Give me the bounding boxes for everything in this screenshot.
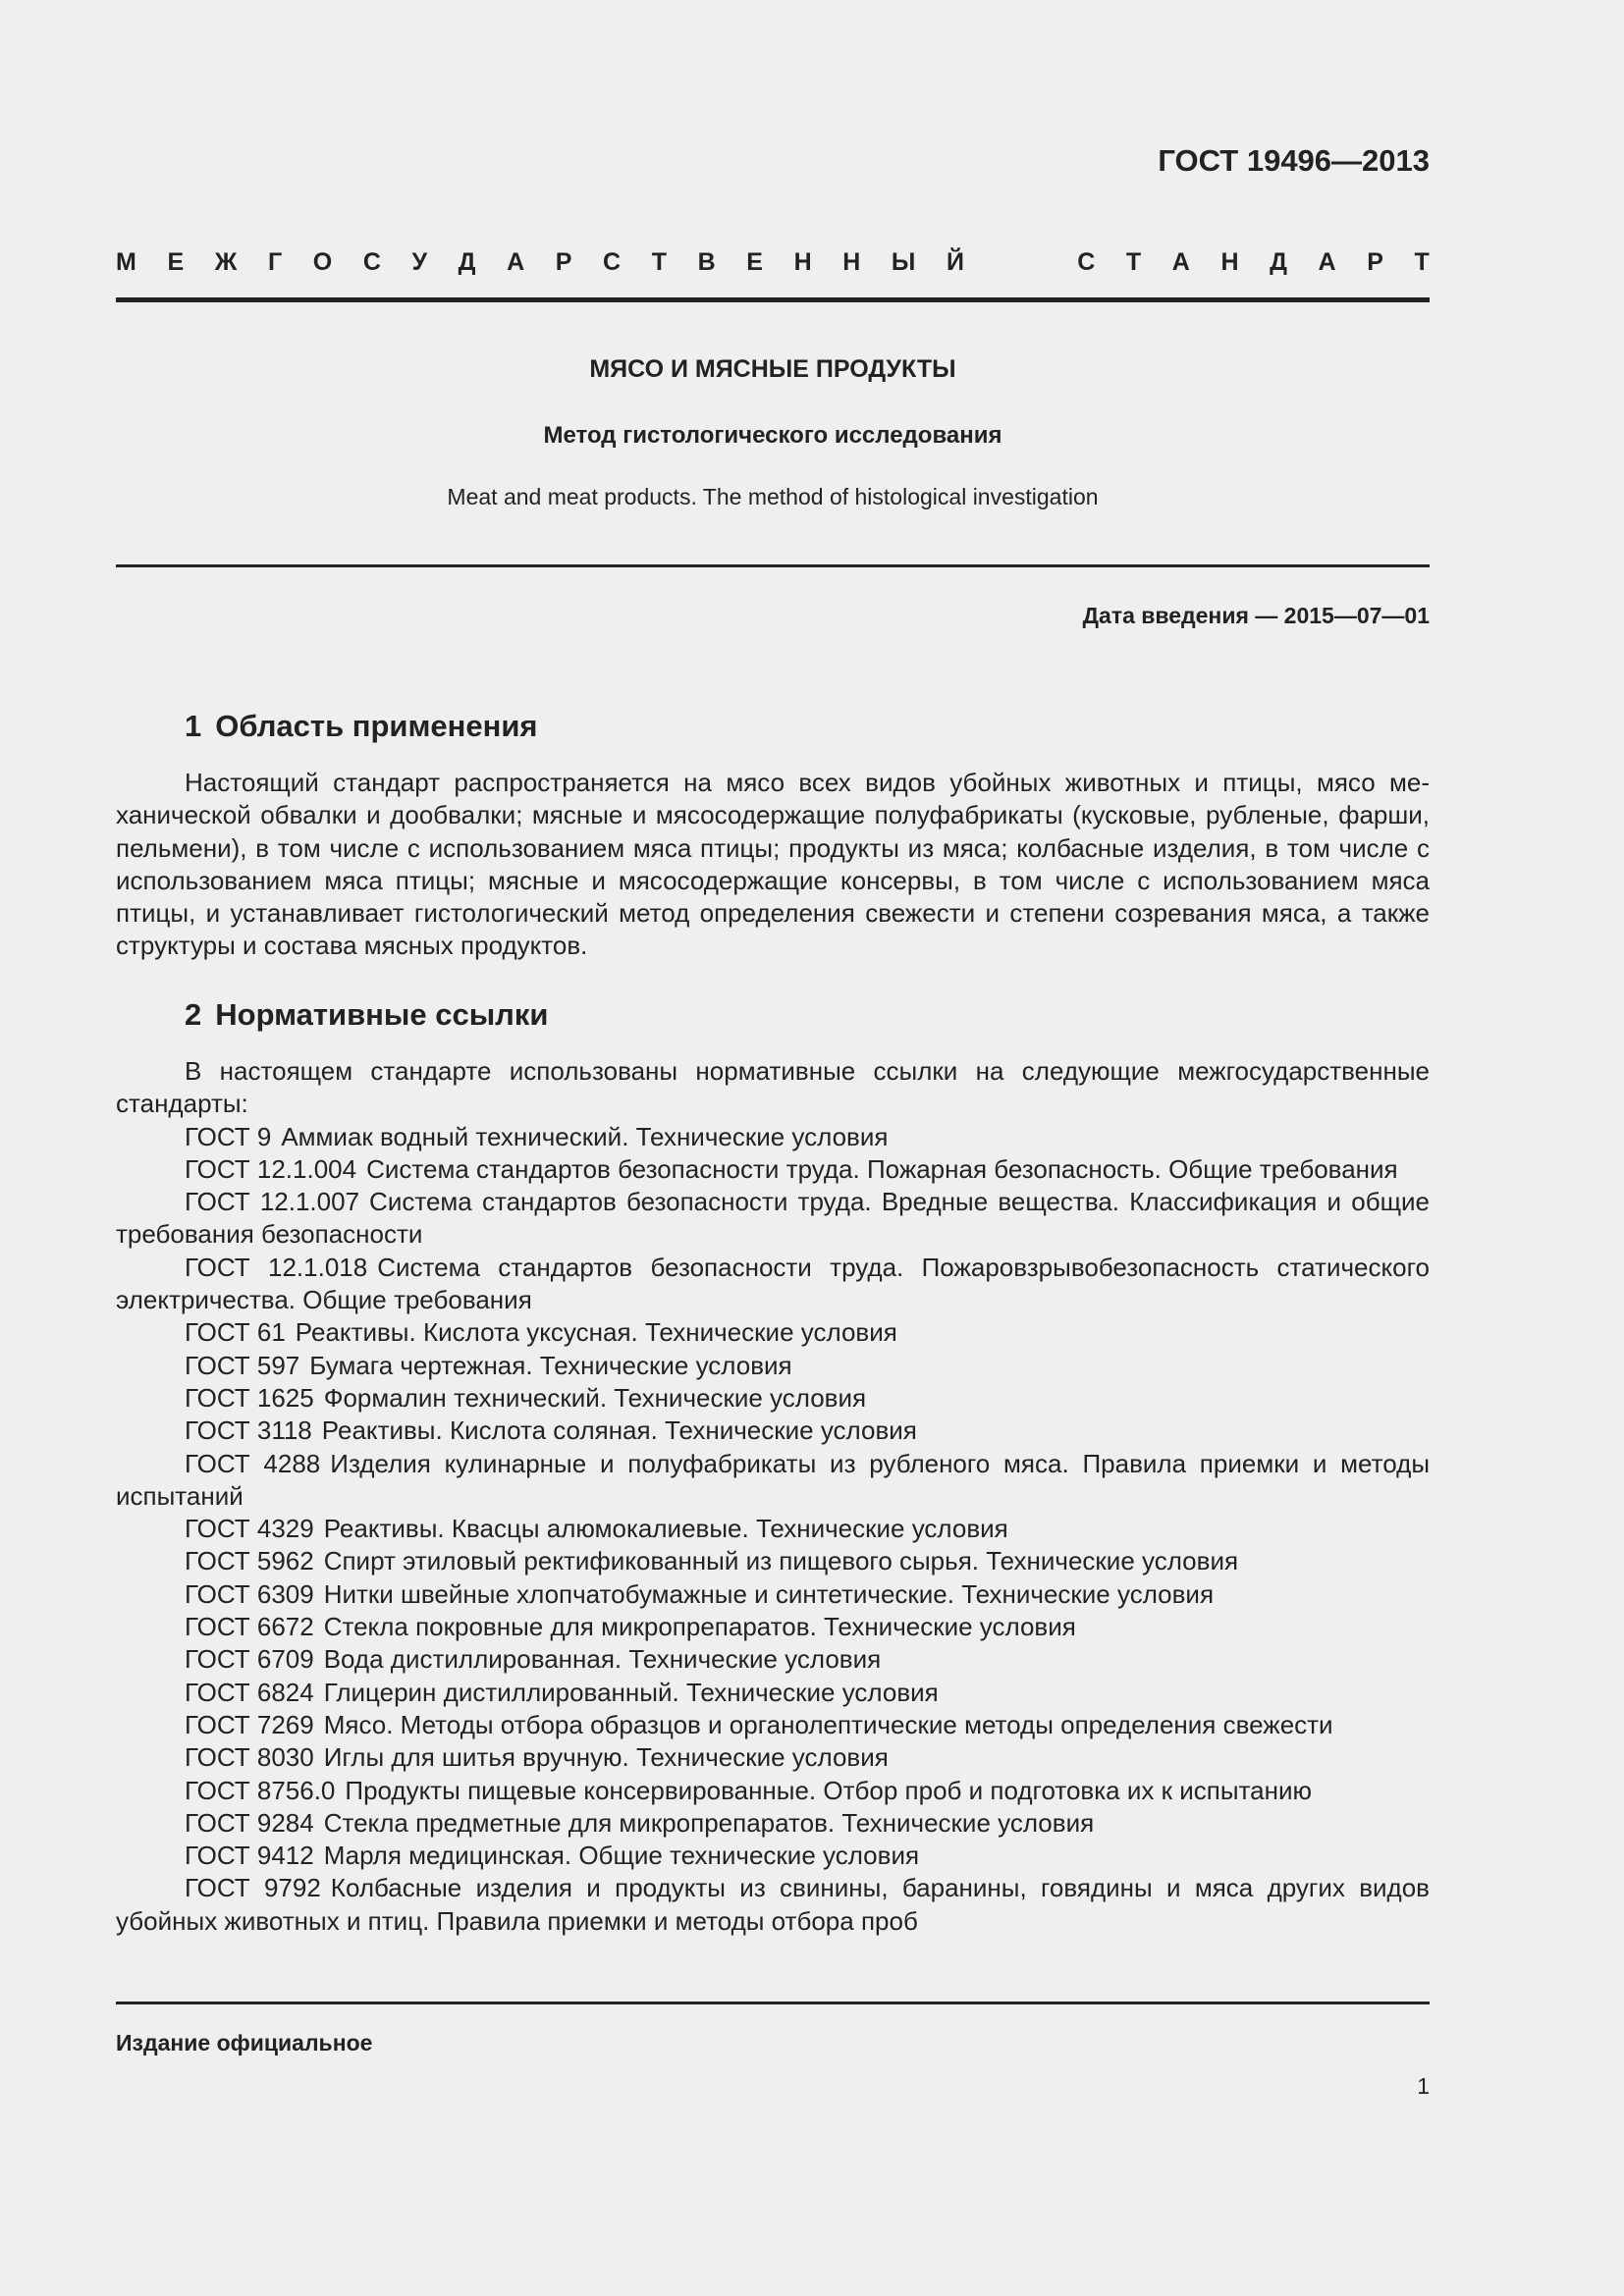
banner-letter: Ы — [891, 248, 916, 276]
banner-letter: Д — [458, 248, 476, 276]
section-1-number: 1 — [185, 709, 202, 743]
reference-code: ГОСТ 12.1.004 — [185, 1153, 357, 1184]
reference-code: ГОСТ 5962 — [185, 1546, 314, 1576]
banner-letter: О — [312, 248, 333, 276]
reference-code: ГОСТ 9412 — [185, 1841, 314, 1871]
reference-code: ГОСТ 8756.0 — [185, 1775, 336, 1805]
document-subtitle: Метод гистологического исследования — [543, 422, 1002, 449]
reference-title: Реактивы. Кислота уксусная. Технические условия — [295, 1317, 897, 1348]
banner-letter: Ж — [214, 248, 238, 276]
reference-item — [116, 1448, 1430, 1514]
reference-title: Система стандартов безопасности труда. Пожарная безопасность. Общие требования — [366, 1153, 1398, 1184]
reference-item — [116, 1578, 1430, 1611]
reference-title: Реактивы. Квасцы алюмокалиевые. Технические условия — [323, 1514, 1008, 1544]
reference-title: Продукты пищевые консервированные. Отбор проб и подготовка их к испытанию — [345, 1775, 1312, 1805]
banner-letter: Г — [267, 248, 283, 276]
reference-title: Мясо. Методы отбора образцов и органолептические методы определения свежести — [323, 1709, 1333, 1739]
reference-code: ГОСТ 597 — [185, 1350, 300, 1380]
scope-paragraph: Настоящий стандарт распространяется на мясо всех видов убойных животных и птицы, мясо механической обвалки и дообвалки; мясные и мясосодержащие полуфабрикаты (кусковые, рубленые, фарши, пельмени), в том числе с использованием мяса птицы; продукты из мяса; колбасные изделия, в том числе с использованием мяса птицы; мясные и мясосодержащие консервы, в том числе с использованием мяса птицы, и устанавливает гистологический метод определения свежести и степени созревания мяса, а также структуры и состава мясных продуктов. — [116, 768, 1430, 961]
reference-code: ГОСТ 8030 — [185, 1742, 314, 1773]
banner-letter: Е — [167, 248, 185, 276]
reference-title: Нитки швейные хлопчатобумажные и синтетические. Технические условия — [323, 1578, 1215, 1609]
banner-letter: А — [1171, 248, 1190, 276]
reference-title: Стекла покровные для микропрепаратов. Технические условия — [323, 1612, 1076, 1642]
banner-letter: С — [603, 248, 622, 276]
reference-title: Формалин технический. Технические условия — [323, 1382, 867, 1413]
reference-code: ГОСТ 9 — [185, 1121, 272, 1151]
reference-code: ГОСТ 12.1.018 — [185, 1252, 368, 1282]
reference-item — [116, 1807, 1430, 1840]
reference-item — [116, 1252, 1430, 1317]
reference-item — [116, 1382, 1430, 1415]
section-2-title: Нормативные ссылки — [215, 997, 549, 1032]
reference-item — [116, 1316, 1430, 1349]
section-2-heading — [185, 997, 548, 1033]
reference-item — [116, 1741, 1430, 1774]
reference-item — [116, 1186, 1430, 1252]
reference-code: ГОСТ 1625 — [185, 1382, 314, 1413]
title-divider — [116, 564, 1430, 567]
reference-code: ГОСТ 6672 — [185, 1612, 314, 1642]
banner-letter: Т — [651, 248, 667, 276]
reference-title: Стекла предметные для микропрепаратов. Технические условия — [323, 1807, 1095, 1838]
banner-letter: Е — [746, 248, 763, 276]
reference-item — [116, 1611, 1430, 1643]
reference-code: ГОСТ 12.1.007 — [185, 1187, 360, 1217]
banner-letter: У — [411, 248, 428, 276]
banner-letter: А — [507, 248, 525, 276]
banner-letter: Й — [947, 248, 964, 276]
introduction-date: Дата введения — 2015—07—01 — [1082, 603, 1430, 628]
reference-title: Колбасные изделия и продукты из свинины, баранины, говядины и мяса других видов убойных животных и птиц. Правила приемки и методы отбора проб — [116, 1873, 1430, 1936]
banner-word-gap — [996, 248, 1047, 277]
reference-title: Изделия кулинарные и полуфабрикаты из рубленого мяса. Правила приемки и методы испытаний — [116, 1448, 1431, 1511]
reference-item — [116, 1545, 1430, 1577]
banner-letter: Н — [842, 248, 861, 276]
reference-item — [116, 1775, 1430, 1807]
document-title: МЯСО И МЯСНЫЕ ПРОДУКТЫ — [589, 355, 956, 383]
reference-code: ГОСТ 6824 — [185, 1677, 314, 1707]
banner-letter: Т — [1414, 248, 1430, 276]
reference-title: Бумага чертежная. Технические условия — [309, 1350, 792, 1380]
reference-title: Аммиак водный технический. Технические условия — [281, 1121, 889, 1151]
page-number: 1 — [1417, 2073, 1430, 2099]
reference-code: ГОСТ 6309 — [185, 1578, 314, 1609]
reference-code: ГОСТ 6709 — [185, 1644, 314, 1675]
banner-letter: С — [362, 248, 381, 276]
banner-letter: Д — [1270, 248, 1287, 276]
standard-number: ГОСТ 19496—2013 — [1158, 143, 1430, 178]
reference-title: Иглы для шитья вручную. Технические условия — [323, 1742, 889, 1773]
section-1-title: Область применения — [215, 709, 538, 743]
banner-letter: В — [697, 248, 716, 276]
banner-letter: Р — [555, 248, 572, 276]
section-2-number: 2 — [185, 997, 202, 1032]
banner-letter: С — [1077, 248, 1096, 276]
banner-letter: Н — [1220, 248, 1239, 276]
reference-item — [116, 1121, 1430, 1153]
reference-title: Система стандартов безопасности труда. Пожаровзрывобезопасность статического электричества. Общие требования — [116, 1252, 1430, 1315]
footer-divider — [116, 2002, 1430, 2004]
reference-item — [116, 1872, 1430, 1938]
reference-item — [116, 1643, 1430, 1676]
banner-letter: Р — [1367, 248, 1383, 276]
reference-title: Спирт этиловый ректификованный из пищевого сырья. Технические условия — [323, 1546, 1239, 1576]
document-title-english: Meat and meat products. The method of histological investigation — [447, 484, 1099, 509]
reference-title: Реактивы. Кислота соляная. Технические условия — [321, 1415, 917, 1446]
reference-code: ГОСТ 7269 — [185, 1709, 314, 1739]
banner-letter: Т — [1125, 248, 1142, 276]
header-divider — [116, 297, 1430, 302]
reference-item — [116, 1153, 1430, 1186]
references-list — [116, 1121, 1430, 1938]
references-intro: В настоящем стандарте использованы нормативные ссылки на следующие межгосударственные стандарты: — [116, 1056, 1430, 1119]
section-2-body — [116, 1055, 1430, 1938]
banner-letter: А — [1318, 248, 1336, 276]
reference-code: ГОСТ 4288 — [185, 1448, 321, 1478]
reference-item — [116, 1513, 1430, 1545]
reference-code: ГОСТ 3118 — [185, 1415, 312, 1446]
reference-code: ГОСТ 9792 — [185, 1873, 321, 1903]
reference-item — [116, 1840, 1430, 1872]
standard-type-banner — [116, 248, 1430, 277]
reference-code: ГОСТ 4329 — [185, 1514, 314, 1544]
banner-letter: М — [116, 248, 136, 276]
official-edition-label: Издание официальное — [116, 2030, 373, 2056]
reference-title: Вода дистиллированная. Технические условия — [323, 1644, 882, 1675]
section-1-body — [116, 767, 1430, 963]
section-1-heading — [185, 709, 538, 744]
reference-item — [116, 1415, 1430, 1447]
reference-item — [116, 1350, 1430, 1382]
reference-title: Система стандартов безопасности труда. Вредные вещества. Классификация и общие требования безопасности — [116, 1187, 1430, 1250]
banner-letter: Н — [793, 248, 812, 276]
reference-title: Марля медицинская. Общие технические условия — [323, 1841, 920, 1871]
reference-item — [116, 1709, 1430, 1741]
reference-code: ГОСТ 61 — [185, 1317, 286, 1348]
reference-item — [116, 1677, 1430, 1709]
reference-code: ГОСТ 9284 — [185, 1807, 314, 1838]
reference-title: Глицерин дистиллированный. Технические условия — [323, 1677, 939, 1707]
